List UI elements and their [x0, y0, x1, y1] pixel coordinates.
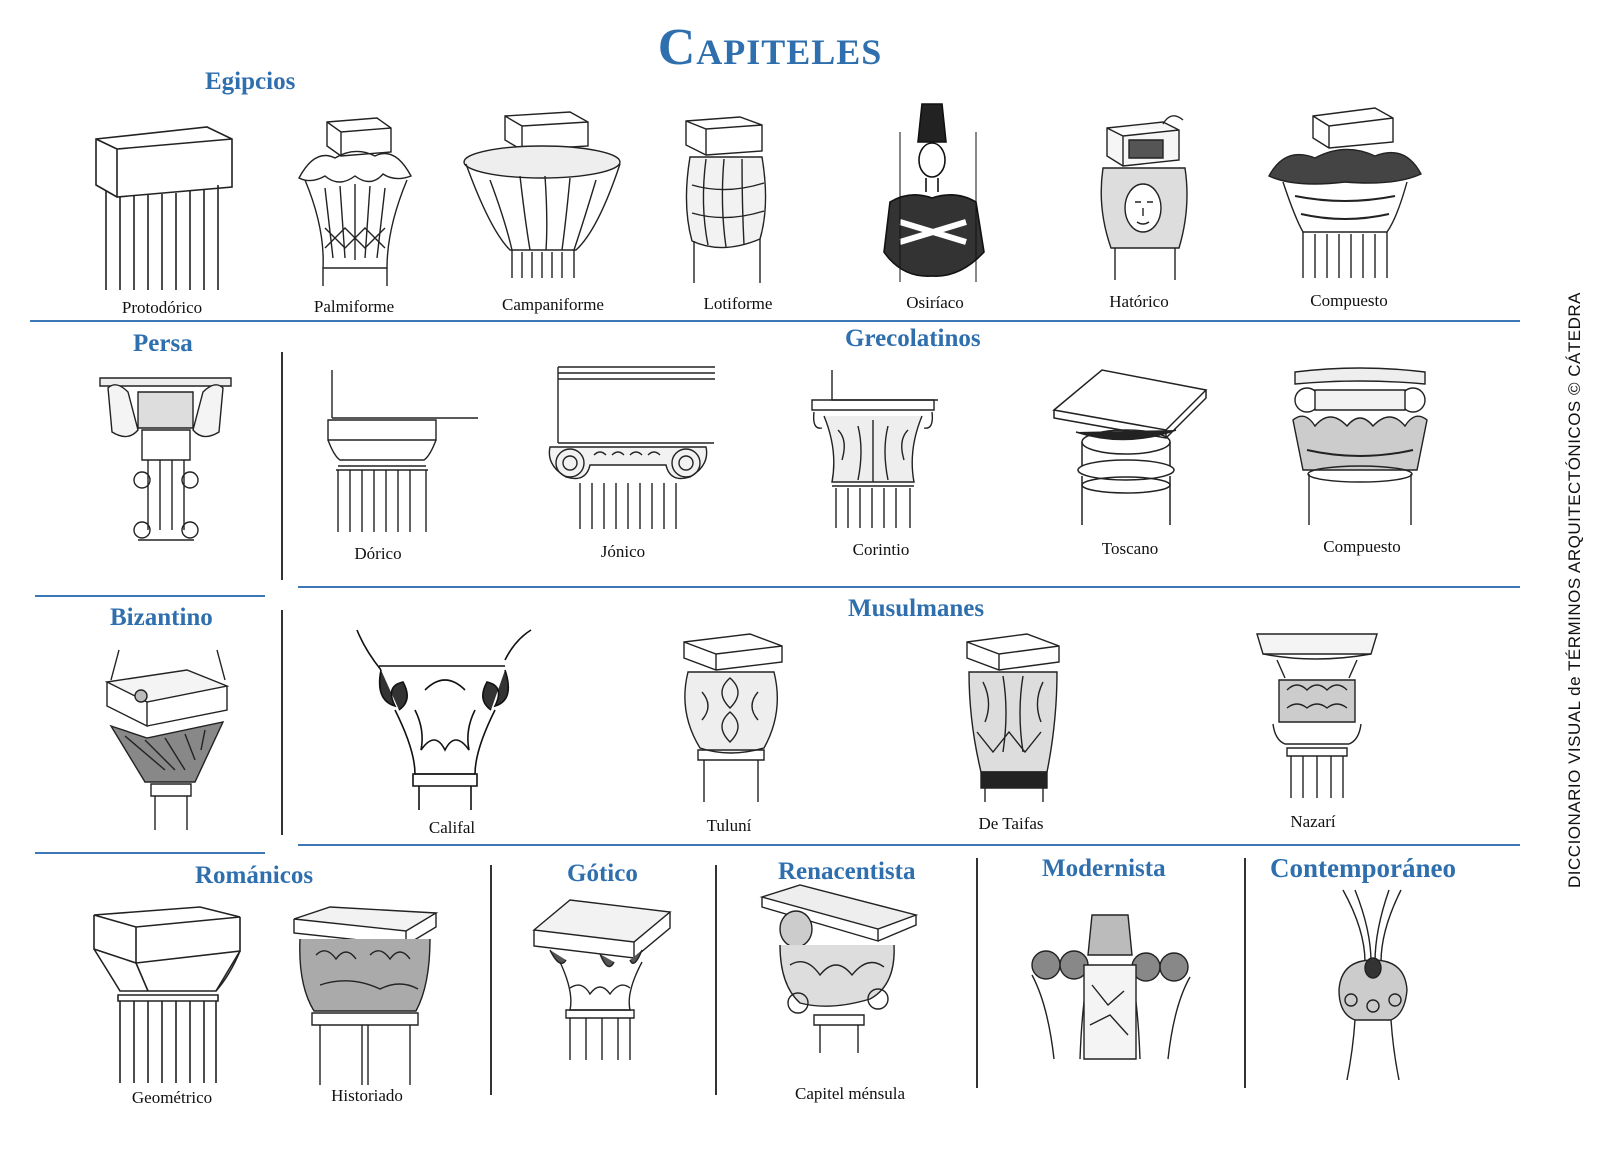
persa-capital-drawing — [98, 370, 233, 555]
label-jonico: Jónico — [600, 542, 646, 561]
de-taifas-capital-drawing — [963, 632, 1063, 802]
label-capitel-mensula: Capitel ménsula — [794, 1084, 905, 1103]
toscano-capital-drawing — [1050, 370, 1210, 525]
section-title-musulmanes: Musulmanes — [848, 595, 985, 622]
divider-row-3-right — [298, 844, 1520, 846]
label-compuesto-egipcio: Compuesto — [1310, 291, 1388, 310]
geometrico-capital-drawing — [90, 905, 245, 1085]
osiriaco-capital-drawing — [880, 102, 995, 282]
label-de-taifas: De Taifas — [978, 814, 1044, 833]
nazari-capital-drawing — [1255, 630, 1380, 800]
section-title-modernista: Modernista — [1042, 855, 1166, 882]
label-protodorico: Protodórico — [121, 298, 203, 317]
divider-row-2-right — [298, 586, 1520, 588]
campaniforme-capital-drawing — [460, 110, 625, 280]
label-palmiforme: Palmiforme — [313, 297, 395, 316]
modernista-capital-drawing — [1028, 915, 1193, 1060]
vertical-divider-renacentista — [715, 865, 717, 1095]
lotiforme-capital-drawing — [680, 115, 775, 285]
bizantino-capital-drawing — [105, 650, 230, 830]
section-title-bizantino: Bizantino — [110, 604, 213, 631]
label-corintio: Corintio — [852, 540, 910, 559]
compuesto-egipcio-capital-drawing — [1265, 106, 1425, 281]
vertical-divider-modernista — [976, 858, 978, 1088]
califal-capital-drawing — [355, 630, 535, 810]
label-historiado: Historiado — [331, 1086, 403, 1105]
label-compuesto-grecolatino: Compuesto — [1323, 537, 1401, 556]
label-tuluni: Tuluní — [706, 816, 752, 835]
section-title-contemporaneo: Contemporáneo — [1270, 853, 1456, 883]
section-title-grecolatinos: Grecolatinos — [845, 325, 981, 352]
vertical-divider-contemporaneo — [1244, 858, 1246, 1088]
dorico-capital-drawing — [320, 370, 480, 535]
label-califal: Califal — [428, 818, 476, 837]
section-title-romanicos: Románicos — [195, 862, 314, 889]
label-hatorico: Hatórico — [1109, 292, 1169, 311]
jonico-capital-drawing — [540, 365, 715, 530]
label-toscano: Toscano — [1101, 539, 1159, 558]
section-title-egipcios: Egipcios — [205, 68, 296, 95]
divider-row-3-left — [35, 852, 265, 854]
label-geometrico: Geométrico — [131, 1088, 213, 1107]
capitel-mensula-drawing — [760, 885, 920, 1055]
corintio-capital-drawing — [808, 370, 938, 530]
divider-row-2-left — [35, 595, 265, 597]
vertical-divider-gotico — [490, 865, 492, 1095]
contemporaneo-capital-drawing — [1325, 890, 1420, 1080]
palmiforme-capital-drawing — [295, 118, 415, 288]
gotico-capital-drawing — [530, 900, 675, 1060]
compuesto-grecolatino-capital-drawing — [1285, 370, 1435, 525]
section-title-persa: Persa — [133, 330, 193, 357]
vertical-divider-persa — [281, 352, 283, 580]
label-lotiforme: Lotiforme — [703, 294, 773, 313]
historiado-capital-drawing — [290, 905, 440, 1085]
vertical-divider-bizantino — [281, 610, 283, 835]
section-title-gotico: Gótico — [567, 860, 638, 887]
section-title-renacentista: Renacentista — [778, 858, 916, 885]
label-campaniforme: Campaniforme — [502, 295, 604, 314]
label-dorico: Dórico — [354, 544, 402, 563]
page-title: Capiteles — [657, 19, 883, 76]
protodorico-capital-drawing — [92, 125, 237, 295]
tuluni-capital-drawing — [680, 632, 785, 802]
label-osiriaco: Osiríaco — [906, 293, 964, 312]
label-nazari: Nazarí — [1290, 812, 1336, 831]
sidebar-credit: DICCIONARIO VISUAL de TÉRMINOS ARQUITECTÓNICOS © CÁTEDRA — [1565, 292, 1584, 888]
hatorico-capital-drawing — [1093, 108, 1193, 283]
divider-row-1 — [30, 320, 1520, 322]
